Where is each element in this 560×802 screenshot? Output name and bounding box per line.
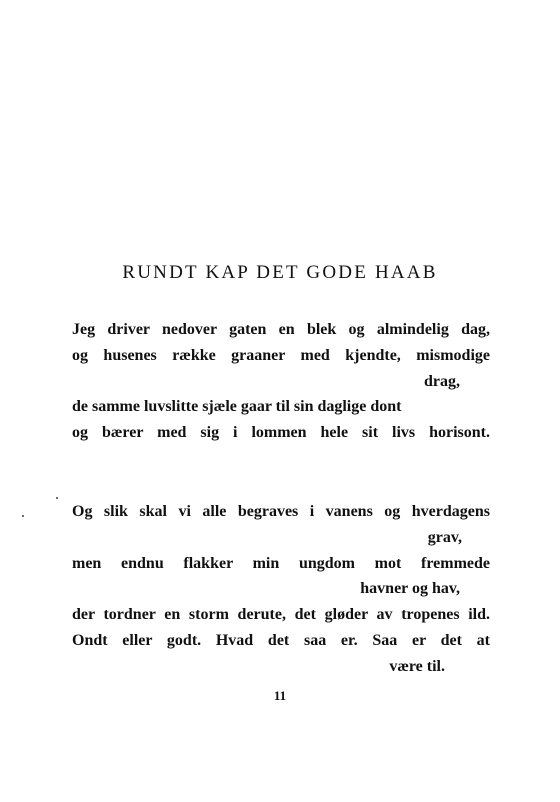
poem-line: Og slik skal vi alle begraves i vanens og hverdagens: [72, 503, 490, 520]
page-number: 11: [273, 688, 287, 703]
poem-line: men endnu flakker min ungdom mot fremmede: [72, 554, 490, 572]
poem-line-continuation: grav,: [427, 528, 462, 546]
stanza-1: [72, 317, 490, 446]
poem-line: de samme luvslitte sjæle gaar til sin daglige dont: [72, 398, 402, 416]
paper-speck: [56, 497, 58, 499]
poem-line: Ondt eller godt. Hvad det saa er. Saa er det at: [72, 631, 490, 649]
paper-speck: [22, 515, 24, 517]
poem-line: og bærer med sig i lommen hele sit livs horisont.: [72, 424, 490, 442]
stanza-2: [72, 499, 490, 680]
poem-line: Jeg driver nedover gaten en blek og almindelig dag,: [72, 321, 490, 338]
poem-line-continuation: være til.: [389, 657, 445, 675]
poem-title: RUNDT KAP DET GODE HAAB: [122, 262, 438, 283]
poem-line-continuation: drag,: [424, 372, 460, 390]
poem-line-continuation: havner og hav,: [360, 580, 460, 598]
poem-line: og husenes række graaner med kjendte, mismodige: [72, 346, 490, 364]
poem-line: der tordner en storm derute, det gløder av tropenes ild.: [72, 606, 490, 624]
